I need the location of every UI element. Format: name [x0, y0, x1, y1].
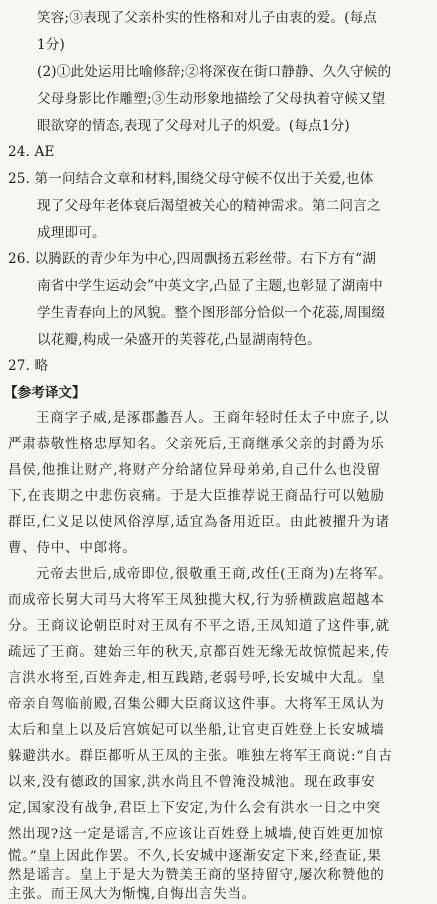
q24-answer: 24. AE: [8, 144, 55, 160]
q23-part2-line-2: 父母身影比作雕塑;③生动形象地描绘了父母执着守候又望: [37, 91, 386, 107]
translation-p2-line-14: 主张。而王凤大为惭愧,自悔出言失当。: [8, 887, 257, 902]
translation-p2-line-4: 疏远了王商。建始三年的秋天,京都百姓无缘无故惊慌起来,传: [8, 645, 390, 660]
translation-p2-line-8: 躲避洪水。群臣都听从王凤的主张。唯独左将军王商说:“自古: [8, 749, 393, 764]
q26-line-3: 学生青春向上的风貌。整个图形部分恰似一个花蕊,周围缀: [37, 305, 386, 321]
translation-p2-line-13: 然是谣言。皇上于是大为赞美王商的坚持留守,屡次称赞他的: [8, 868, 385, 883]
q25-line-1: 25. 第一问结合文章和材料,围绕父母守候不仅出于关爱,也体: [8, 171, 374, 187]
translation-p2-line-12: 慌。”皇上因此作罢。不久,长安城中逐渐安定下来,经查证,果: [8, 849, 382, 864]
translation-p1-line-3: 昌侯,他推让财产,将财产分给諸位异母弟弟,自己什么也没留: [8, 463, 381, 478]
translation-p2-line-6: 帝亲自驾临前殿,召集公卿大臣商议这件事。大将军王凤认为: [8, 697, 385, 712]
translation-p2-line-11: 然出现?这一定是谣言,不应该让百姓登上城墙,使百姓更加惊: [8, 827, 384, 842]
translation-p1-line-1: 王商字子威,是涿郡蠡吾人。王商年轻时任太子中庶子,以: [36, 411, 390, 426]
q23-tail-line-1: 笑容;③表现了父亲朴实的性格和对儿子由衷的爱。(每点: [37, 10, 378, 26]
translation-p2-line-9: 以来,没有德政的国家,洪水尚且不曾淹没城池。现在政事安: [8, 775, 376, 790]
translation-p2-line-2: 而成帝长舅大司马大将军王凤独揽大权,行为骄横跋扈超越本: [8, 593, 385, 608]
q26-line-1: 26. 以腾跃的青少年为中心,四周飘扬五彩丝带。右下方有“湖: [8, 251, 376, 267]
translation-p1-line-5: 群臣,仁义足以使风俗淳厚,适宜為备用近臣。由此被擢升为诸: [8, 515, 390, 530]
q27-answer: 27. 略: [8, 358, 49, 374]
translation-p2-line-1: 元帝去世后,成帝即位,很敬重王商,改任(王商为)左将军。: [36, 567, 393, 582]
translation-p2-line-10: 定,国家没有战争,君臣上下安定,为什么会有洪水一日之中突: [8, 801, 381, 816]
q25-line-2: 现了父母年老体衰后渴望被关心的精神需求。第二问言之: [37, 198, 381, 214]
translation-heading: 【参考译文】: [4, 385, 86, 401]
translation-p2-line-3: 分。王商议论朝臣时对王凤有不平之语,王凤知道了这件事,就: [8, 619, 390, 634]
translation-p1-line-4: 下,在丧期之中悲伤哀痛。于是大臣推荐说王商品行可以勉励: [8, 489, 385, 504]
translation-p2-line-7: 太后和皇上以及后宫嫔妃可以坐船,让官吏百姓登上长安城墙: [8, 723, 385, 738]
q26-line-2: 南省中学生运动会”中英文字,凸显了主题,也彰显了湖南中: [37, 278, 383, 294]
q23-part2-line-1: (2)①此处运用比喻修辞;②将深夜在街口静静、久久守候的: [37, 64, 392, 80]
translation-p1-line-6: 曹、侍中、中郎将。: [8, 541, 137, 556]
translation-p1-line-2: 严肃恭敬性格忠厚知名。父亲死后,王商继承父亲的封爵为乐: [8, 437, 385, 452]
q26-line-4: 以花瓣,构成一朵盛开的芙蓉花,凸显湖南特色。: [37, 332, 321, 348]
q23-part2-line-3: 眼欲穿的情态,表现了父母对儿子的炽爱。(每点1分): [37, 118, 350, 134]
translation-p2-line-5: 言洪水将至,百姓奔走,相互践踏,老弱号呼,长安城中大乱。皇: [8, 671, 386, 686]
q25-line-3: 成理即可。: [37, 225, 106, 241]
q23-tail-line-2: 1分): [37, 37, 65, 53]
